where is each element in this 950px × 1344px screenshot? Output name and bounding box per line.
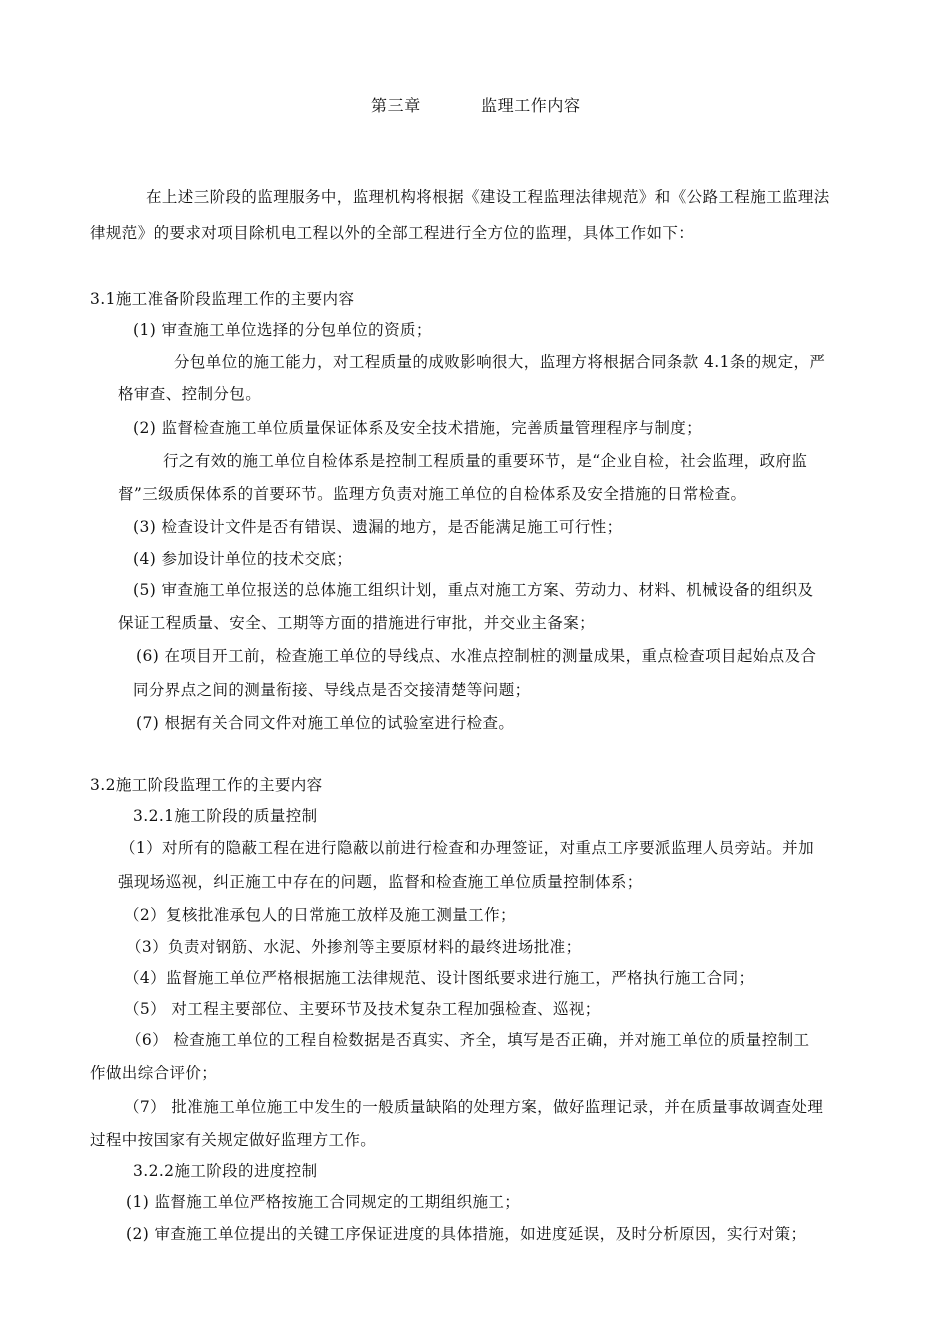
- paragraph-line: (7) 根据有关合同文件对施工单位的试验室进行检查。: [136, 714, 515, 732]
- paragraph-line: 保证工程质量、安全、工期等方面的措施进行审批，并交业主备案；: [118, 614, 596, 632]
- paragraph-line: （4）监督施工单位严格根据施工法律规范、设计图纸要求进行施工，严格执行施工合同；: [124, 969, 755, 987]
- section-heading-3-2: 3.2施工阶段监理工作的主要内容: [90, 776, 323, 794]
- paragraph-line: (3) 检查设计文件是否有错误、遗漏的地方，是否能满足施工可行性；: [133, 518, 623, 536]
- paragraph-line: 格审查、控制分包。: [118, 385, 262, 403]
- paragraph-line: （3）负责对钢筋、水泥、外掺剂等主要原材料的最终进场批准；: [126, 938, 582, 956]
- subsection-heading: 3.2.1施工阶段的质量控制: [133, 807, 318, 825]
- paragraph-line: (2) 监督检查施工单位质量保证体系及安全技术措施，完善质量管理程序与制度；: [133, 419, 703, 437]
- paragraph-line: (6) 在项目开工前，检查施工单位的导线点、水准点控制桩的测量成果，重点检查项目起始点及合: [136, 647, 817, 665]
- paragraph-line: （2）复核批准承包人的日常施工放样及施工测量工作；: [124, 906, 516, 924]
- paragraph-line: （1）对所有的隐蔽工程在进行隐蔽以前进行检查和办理签证，对重点工序要派监理人员旁站。并加: [120, 839, 814, 857]
- section-heading-3-1: 3.1施工准备阶段监理工作的主要内容: [90, 290, 355, 308]
- paragraph-line: （6） 检查施工单位的工程自检数据是否真实、齐全，填写是否正确，并对施工单位的质量控制工: [126, 1031, 810, 1049]
- intro-line: 律规范》的要求对项目除机电工程以外的全部工程进行全方位的监理，具体工作如下：: [90, 224, 695, 242]
- subsection-heading: 3.2.2施工阶段的进度控制: [133, 1162, 318, 1180]
- chapter-title: 监理工作内容: [481, 96, 581, 115]
- paragraph-line: (1) 审查施工单位选择的分包单位的资质；: [133, 321, 432, 339]
- paragraph-line: 强现场巡视，纠正施工中存在的问题，监督和检查施工单位质量控制体系；: [118, 873, 643, 891]
- paragraph-line: 作做出综合评价；: [90, 1064, 218, 1082]
- paragraph-line: (5) 审查施工单位报送的总体施工组织计划，重点对施工方案、劳动力、材料、机械设备的组织及: [133, 581, 814, 599]
- paragraph-line: 过程中按国家有关规定做好监理方工作。: [90, 1131, 377, 1149]
- paragraph-line: 行之有效的施工单位自检体系是控制工程质量的重要环节，是“企业自检，社会监理，政府监: [163, 452, 808, 470]
- chapter-number: 第三章: [371, 96, 421, 115]
- paragraph-line: 分包单位的施工能力，对工程质量的成败影响很大，监理方将根据合同条款 4.1条的规定，严: [174, 353, 826, 371]
- paragraph-line: 同分界点之间的测量衔接、导线点是否交接清楚等问题；: [133, 681, 531, 699]
- paragraph-line: （7） 批准施工单位施工中发生的一般质量缺陷的处理方案，做好监理记录，并在质量事故调查处理: [124, 1098, 824, 1116]
- paragraph-line: 督”三级质保体系的首要环节。监理方负责对施工单位的自检体系及安全措施的日常检查。: [118, 485, 747, 503]
- paragraph-line: （5） 对工程主要部位、主要环节及技术复杂工程加强检查、巡视；: [124, 1000, 601, 1018]
- paragraph-line: (1) 监督施工单位严格按施工合同规定的工期组织施工；: [126, 1193, 521, 1211]
- paragraph-line: (2) 审查施工单位提出的关键工序保证进度的具体措施，如进度延误，及时分析原因，实行对策；: [126, 1225, 807, 1243]
- paragraph-line: (4) 参加设计单位的技术交底；: [133, 550, 353, 568]
- intro-line: 在上述三阶段的监理服务中，监理机构将根据《建设工程监理法律规范》和《公路工程施工监理法: [146, 188, 830, 206]
